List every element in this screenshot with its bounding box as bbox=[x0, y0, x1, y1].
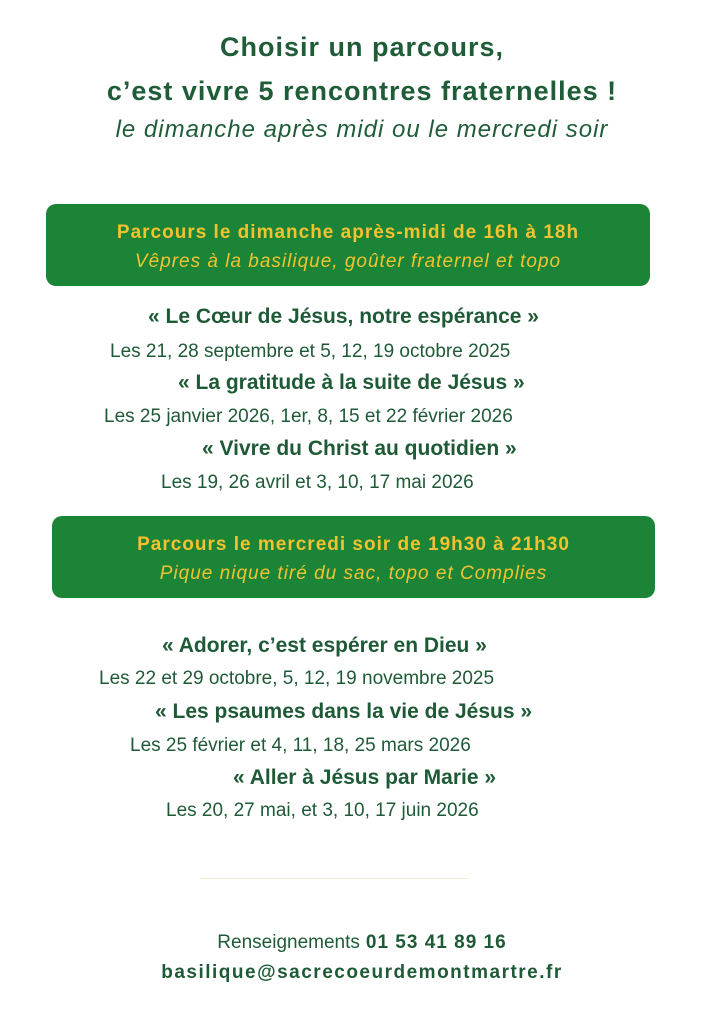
contact-phone: 01 53 41 89 16 bbox=[365, 932, 507, 953]
contact-email: basilique@sacrecoeurdemontmartre.fr bbox=[161, 962, 563, 983]
sunday-banner bbox=[46, 204, 650, 286]
sunday-dates-3: Les 19, 26 avril et 3, 10, 17 mai 2026 bbox=[161, 472, 474, 493]
page-title-line1: Choisir un parcours, bbox=[219, 32, 505, 62]
sunday-banner-subtitle: Vêpres à la basilique, goûter fraternel et topo bbox=[134, 251, 562, 272]
page-subtitle: le dimanche après midi ou le mercredi soir bbox=[115, 116, 609, 143]
contact-label: Renseignements bbox=[217, 932, 360, 953]
sunday-theme-1: « Le Cœur de Jésus, notre espérance » bbox=[148, 305, 539, 328]
wednesday-banner bbox=[52, 516, 655, 598]
sunday-dates-2: Les 25 janvier 2026, 1er, 8, 15 et 22 février 2026 bbox=[104, 406, 513, 427]
contact-line bbox=[0, 932, 724, 954]
sunday-dates-1: Les 21, 28 septembre et 5, 12, 19 octobre 2025 bbox=[110, 341, 511, 362]
sunday-theme-2: « La gratitude à la suite de Jésus » bbox=[178, 371, 525, 394]
wednesday-banner-subtitle: Pique nique tiré du sac, topo et Complies bbox=[159, 563, 548, 584]
wednesday-banner-title: Parcours le mercredi soir de 19h30 à 21h30 bbox=[137, 534, 570, 555]
sunday-theme-3: « Vivre du Christ au quotidien » bbox=[202, 437, 517, 460]
wednesday-theme-2: « Les psaumes dans la vie de Jésus » bbox=[155, 700, 533, 723]
wednesday-theme-1: « Adorer, c’est espérer en Dieu » bbox=[162, 634, 487, 657]
page-title-line2: c’est vivre 5 rencontres fraternelles ! bbox=[106, 76, 618, 106]
wednesday-dates-3: Les 20, 27 mai, et 3, 10, 17 juin 2026 bbox=[166, 800, 479, 821]
wednesday-theme-3: « Aller à Jésus par Marie » bbox=[233, 766, 497, 789]
wednesday-dates-2: Les 25 février et 4, 11, 18, 25 mars 2026 bbox=[130, 735, 471, 756]
divider bbox=[200, 878, 468, 879]
wednesday-dates-1: Les 22 et 29 octobre, 5, 12, 19 novembre 2025 bbox=[99, 668, 495, 689]
sunday-banner-title: Parcours le dimanche après-midi de 16h à 18h bbox=[116, 222, 580, 243]
